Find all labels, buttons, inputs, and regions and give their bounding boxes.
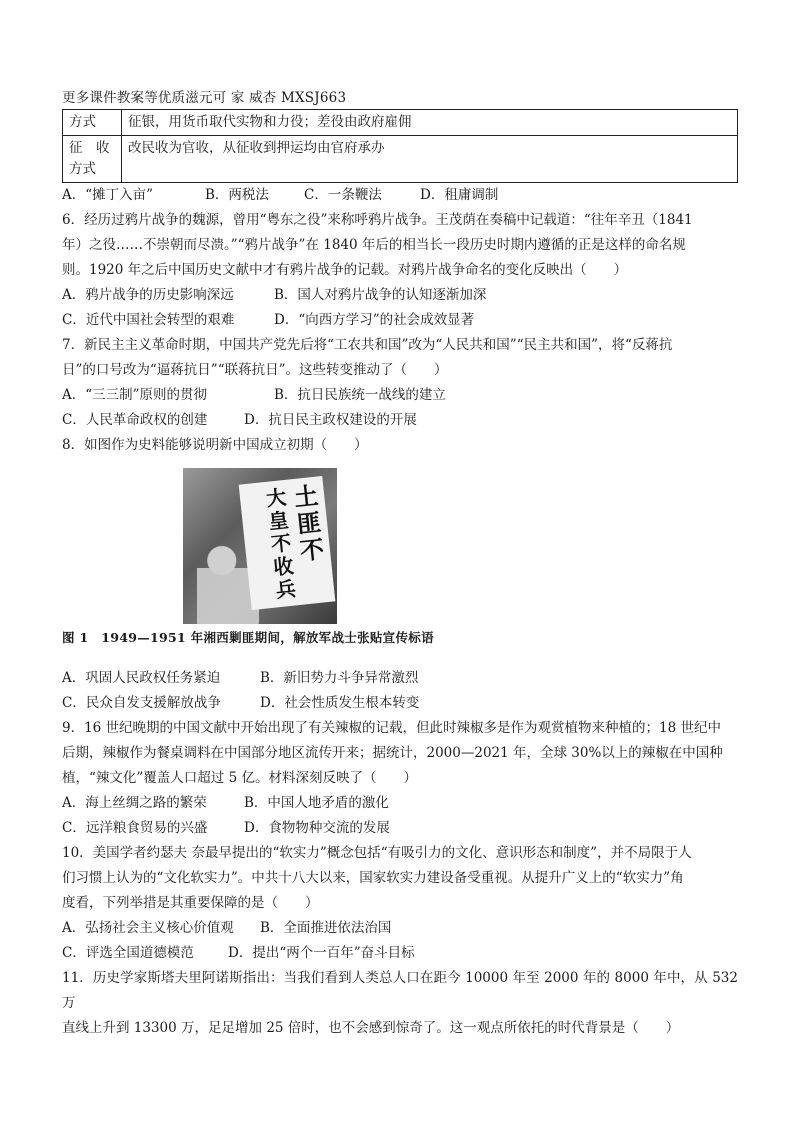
q10-option-c: C．评选全国道德模范 bbox=[62, 945, 194, 961]
q6-option-d: D．“向西方学习”的社会成效显著 bbox=[274, 312, 475, 328]
table-label-collection bbox=[63, 136, 122, 183]
q6-option-b: B．国人对鸦片战争的认知逐渐加深 bbox=[274, 287, 487, 303]
q7-option-a: A．“三三制”原则的贯彻 bbox=[62, 387, 208, 403]
document-page bbox=[62, 88, 738, 1041]
q7-stem-line2: 日”的口号改为“逼蒋抗日”“联蒋抗日”。这些转变推动了（ ） bbox=[62, 362, 448, 378]
q5-option-a: A．“摊丁入亩” bbox=[62, 187, 154, 203]
q9-option-a: A．海上丝绸之路的繁荣 bbox=[62, 795, 207, 811]
q7-stem-line1: 7．新民主主义革命时期，中国共产党先后将“工农共和国”改为“人民共和国”“民主共和国”，将“反蒋抗 bbox=[62, 337, 673, 353]
q9-option-c: C．远洋粮食贸易的兴盛 bbox=[62, 820, 208, 836]
q6-option-c: C．近代中国社会转型的艰难 bbox=[62, 312, 235, 328]
q6-stem-line3: 则。1920 年之后中国历史文献中才有鸦片战争的记载。对鸦片战争命名的变化反映出（ ） bbox=[62, 262, 628, 278]
question-9 bbox=[62, 716, 738, 791]
q10-option-a: A．弘扬社会主义核心价值观 bbox=[62, 920, 234, 936]
q7-options-row1 bbox=[62, 383, 738, 408]
q11-stem-line1: 11．历史学家斯塔夫里阿诺斯指出：当我们看到人类总人口在距今 10000 年至 2000 年的 8000 年中，从 532 万 bbox=[62, 970, 738, 1011]
q9-option-b: B．中国人地矛盾的激化 bbox=[244, 795, 389, 811]
figure-caption: 图 1 1949—1951 年湘西剿匪期间，解放军战士张贴宣传标语 bbox=[62, 630, 434, 645]
q8-option-b: B．新旧势力斗争异常激烈 bbox=[260, 670, 419, 686]
q11-stem-line2: 直线上升到 13300 万，足足增加 25 倍时，也不会感到惊奇了。这一观点所依托的时代背景是（ ） bbox=[62, 1020, 680, 1036]
q8-option-a: A．巩固人民政权任务紧迫 bbox=[62, 670, 221, 686]
q9-options-row1 bbox=[62, 791, 738, 816]
q9-stem-line2: 后期，辣椒作为餐桌调料在中国部分地区流传开来；据统计，2000—2021 年，全球 30%以上的辣椒在中国种 bbox=[62, 745, 723, 761]
q7-option-b: B．抗日民族统一战线的建立 bbox=[274, 387, 446, 403]
table-label-method: 方式 bbox=[63, 110, 122, 136]
q6-option-a: A．鸦片战争的历史影响深远 bbox=[62, 287, 234, 303]
table-label-collection-line2: 方式 bbox=[69, 161, 96, 177]
q6-stem-line1: 6．经历过鸦片战争的魏源，曾用“粤东之役”来称呼鸦片战争。王茂荫在奏稿中记载道：“往年辛丑（1841 bbox=[62, 212, 693, 228]
question-6 bbox=[62, 208, 738, 283]
q8-option-d: D．社会性质发生根本转变 bbox=[260, 695, 420, 711]
question-10 bbox=[62, 841, 738, 916]
q6-options-row1 bbox=[62, 283, 738, 308]
page-header: 更多课件教案等优质滋元可 家 威杏 MXSJ663 bbox=[62, 90, 347, 106]
question-11 bbox=[62, 966, 738, 1041]
q8-option-c: C．民众自发支援解放战争 bbox=[62, 695, 221, 711]
table-cell-method: 征银，用货币取代实物和力役；差役由政府雇佣 bbox=[122, 110, 738, 136]
q10-stem-line3: 度看，下列举措是其重要保障的是（ ） bbox=[62, 895, 319, 911]
table-row bbox=[63, 136, 738, 183]
tax-method-table bbox=[62, 109, 738, 183]
question-7 bbox=[62, 333, 738, 383]
table-row bbox=[63, 110, 738, 136]
q7-option-d: D．抗日民主政权建设的开展 bbox=[244, 412, 417, 428]
q7-option-c: C．人民革命政权的创建 bbox=[62, 412, 208, 428]
q9-stem-line3: 植，“辣文化”覆盖人口超过 5 亿。材料深刻反映了（ ） bbox=[62, 770, 417, 786]
q5-option-d: D．租庸调制 bbox=[420, 187, 499, 203]
q10-option-b: B．全面推进依法治国 bbox=[260, 920, 392, 936]
figure-1 bbox=[62, 466, 738, 660]
poster-slogan-col2: 大 皇 不 收 兵 bbox=[265, 484, 298, 603]
q10-stem-line2: 们习惯上认为的“文化软实力”。中共十八大以来，国家软实力建设备受重视。从提升广义上的“软实力”角 bbox=[62, 870, 684, 886]
question-8 bbox=[62, 433, 738, 458]
q10-option-d: D．提出“两个一百年”奋斗目标 bbox=[228, 945, 415, 961]
slogan-poster bbox=[239, 476, 336, 610]
q6-stem-line2: 年）之役……不崇朝而尽溃。”“鸦片战争”在 1840 年后的相当长一段历史时期内遵循的正是这样的命名规 bbox=[62, 237, 686, 253]
q7-options-row2 bbox=[62, 408, 738, 433]
q5-options bbox=[62, 183, 738, 208]
soldier-poster-photo bbox=[183, 468, 337, 624]
q8-options-row1 bbox=[62, 666, 738, 691]
q6-options-row2 bbox=[62, 308, 738, 333]
q8-options-row2 bbox=[62, 691, 738, 716]
q8-stem: 8．如图作为史料能够说明新中国成立初期（ ） bbox=[62, 437, 368, 453]
q10-options-row1 bbox=[62, 916, 738, 941]
table-cell-collection: 改民收为官收，从征收到押运均由官府承办 bbox=[122, 136, 738, 183]
q9-option-d: D．食物物种交流的发展 bbox=[244, 820, 390, 836]
q10-stem-line1: 10．美国学者约瑟夫 奈最早提出的“软实力”概念包括“有吸引力的文化、意识形态和制度”，并不局限于人 bbox=[62, 845, 692, 861]
q5-option-c: C．一条鞭法 bbox=[304, 187, 382, 203]
q10-options-row2 bbox=[62, 941, 738, 966]
q9-stem-line1: 9．16 世纪晚期的中国文献中开始出现了有关辣椒的记载，但此时辣椒多是作为观赏植物来种植的；18 世纪中 bbox=[62, 720, 722, 736]
table-label-collection-line1: 征 收 bbox=[69, 140, 110, 156]
q5-option-b: B．两税法 bbox=[205, 187, 269, 203]
poster-slogan-col1: 土 匪 不 bbox=[292, 481, 326, 566]
q9-options-row2 bbox=[62, 816, 738, 841]
